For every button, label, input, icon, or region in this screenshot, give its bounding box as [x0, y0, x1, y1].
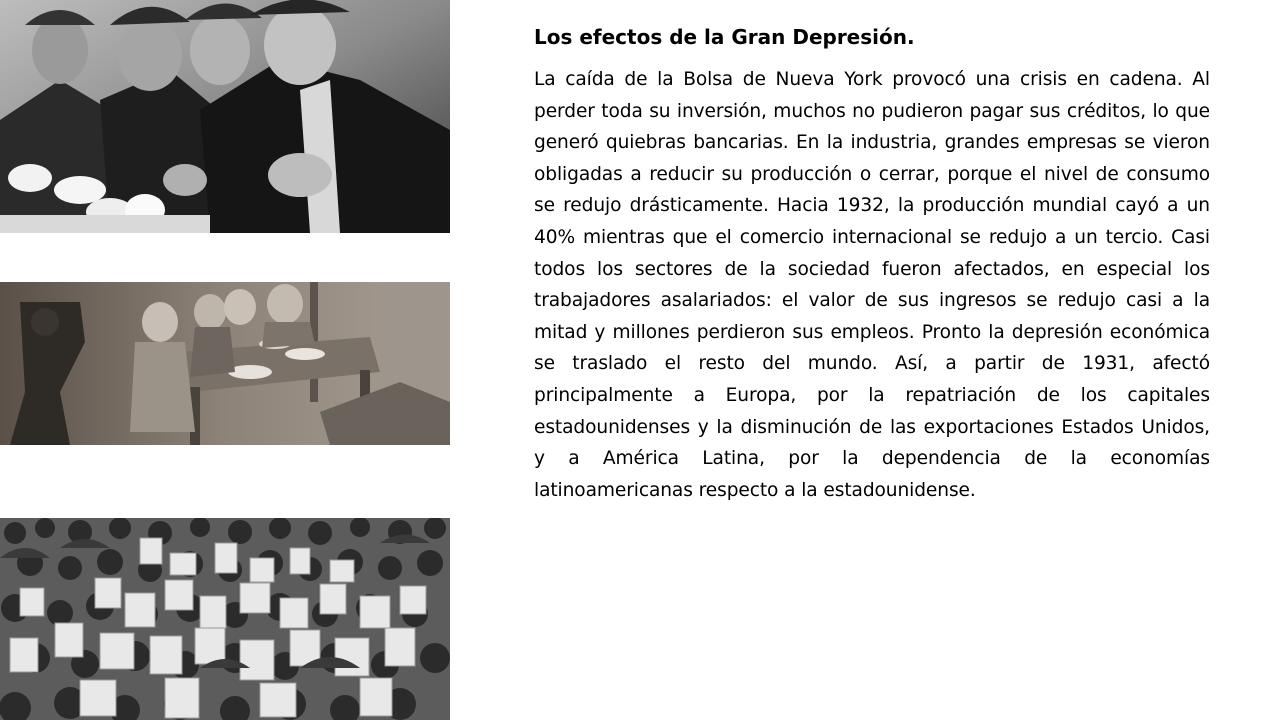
crowd-protest-signs-photo — [0, 518, 450, 720]
men-eating-soup-photo — [0, 0, 450, 233]
children-eating-at-table-photo — [0, 282, 450, 445]
text-column — [534, 22, 1210, 506]
slide-title: Los efectos de la Gran Depresión. — [534, 25, 915, 49]
slide-body-paragraph: La caída de la Bolsa de Nueva York provocó una crisis en cadena. Al perder toda su inversión, muchos no pudieron pagar sus créditos, lo que generó quiebras bancarias. En la industria, grandes empresas se vieron obligadas a reducir su producción o cerrar, porque el nivel de consumo se redujo drásticamente. Hacia 1932, la producción mundial cayó a un 40% mientras que el comercio internacional se redujo a un tercio. Casi todos los sectores de la sociedad fueron afectados, en especial los trabajadores asalariados: el valor de sus ingresos se redujo casi a la mitad y millones perdieron sus empleos. Pronto la depresión económica se traslado el resto del mundo. Así, a partir de 1931, afectó principalmente a Europa, por la repatriación de los capitales estadounidenses y la disminución de las exportaciones Estados Unidos, y a América Latina, por la dependencia de la economías latinoamericanas respecto a la estadounidense. — [534, 69, 1210, 501]
